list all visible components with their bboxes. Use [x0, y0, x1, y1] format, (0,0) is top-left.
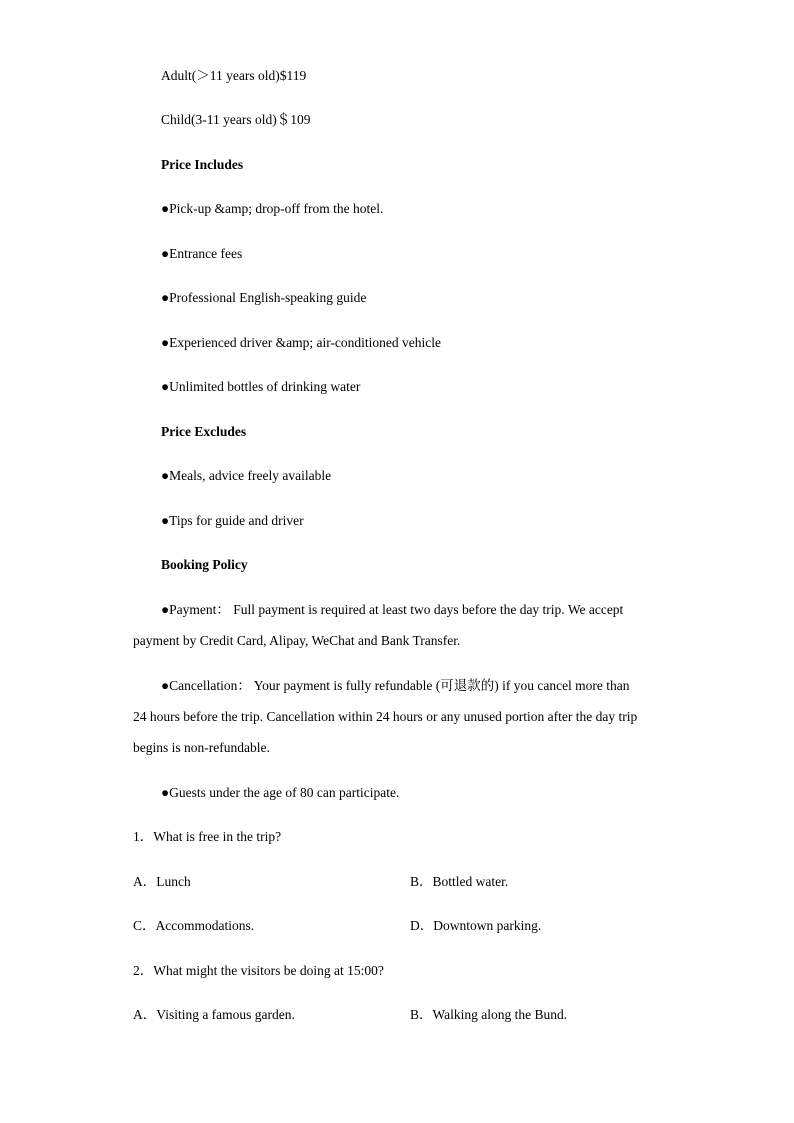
- excludes-heading: Price Excludes: [161, 424, 247, 439]
- policy-cancel-line-1: ●Cancellation： Your payment is fully refundable (可退款的) if you cancel more than: [161, 678, 630, 693]
- question-1-option-b: B．Bottled water.: [410, 874, 509, 889]
- includes-item: ●Professional English-speaking guide: [161, 290, 367, 305]
- question-2-option-b: B．Walking along the Bund.: [410, 1007, 568, 1022]
- includes-heading: Price Includes: [161, 157, 244, 172]
- question-2-stem: 2．What might the visitors be doing at 15:00?: [133, 963, 384, 978]
- price-child: Child(3-11 years old)＄109: [161, 112, 311, 127]
- question-1-option-d: D．Downtown parking.: [410, 918, 542, 933]
- policy-payment-line-2: payment by Credit Card, Alipay, WeChat and Bank Transfer.: [133, 633, 461, 648]
- question-1-stem: 1．What is free in the trip?: [133, 829, 282, 844]
- includes-item: ●Unlimited bottles of drinking water: [161, 379, 361, 394]
- includes-item: ●Entrance fees: [161, 246, 243, 261]
- includes-item: ●Pick-up &amp; drop-off from the hotel.: [161, 201, 384, 216]
- policy-payment-line-1: ●Payment： Full payment is required at least two days before the day trip. We accept: [161, 602, 624, 617]
- excludes-item: ●Tips for guide and driver: [161, 513, 304, 528]
- policy-cancel-line-2: 24 hours before the trip. Cancellation within 24 hours or any unused portion after the day trip: [133, 709, 638, 724]
- policy-guests: ●Guests under the age of 80 can participate.: [161, 785, 400, 800]
- price-adult: Adult(＞11 years old)$119: [161, 68, 307, 83]
- question-1-option-c: C．Accommodations.: [133, 918, 255, 933]
- policy-heading: Booking Policy: [161, 557, 248, 572]
- excludes-item: ●Meals, advice freely available: [161, 468, 332, 483]
- question-2-option-a: A．Visiting a famous garden.: [133, 1007, 295, 1022]
- policy-cancel-line-3: begins is non-refundable.: [133, 740, 270, 755]
- includes-item: ●Experienced driver &amp; air-conditioned vehicle: [161, 335, 442, 350]
- question-1-option-a: A．Lunch: [133, 874, 191, 889]
